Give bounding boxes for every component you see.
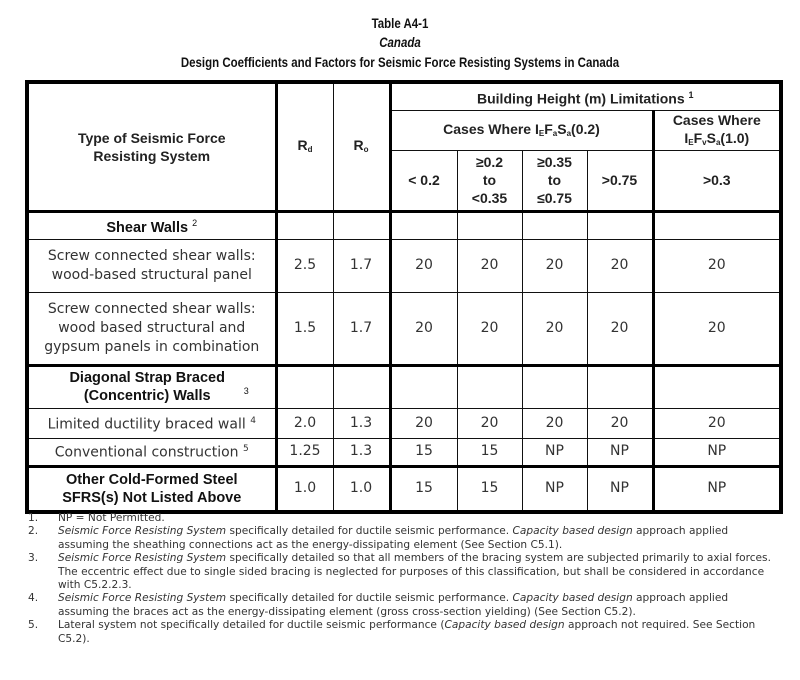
footnote-text: Seismic Force Resisting System specifically detailed for ductile seismic performance. Capacity based design approach applied assuming the braces act as the energy-dissipating element (gross cross-section yielding) (See Section C5.2). bbox=[58, 592, 729, 618]
height-cell bbox=[390, 365, 457, 408]
header-cases-fa: Cases Where $I_EF_aS_a(0.2)$ bbox=[390, 110, 653, 150]
height-cell bbox=[522, 365, 587, 408]
height-cell bbox=[390, 211, 457, 239]
height-cell: 20 bbox=[653, 239, 781, 292]
rd-cell bbox=[276, 211, 333, 239]
rd-cell: 2.0 bbox=[276, 408, 333, 438]
table-group-row bbox=[27, 211, 781, 239]
table-row bbox=[27, 438, 781, 466]
system-type-cell: Conventional construction $^5$ bbox=[27, 438, 276, 466]
height-cell: NP bbox=[653, 466, 781, 512]
height-cell: NP bbox=[653, 438, 781, 466]
height-cell: NP bbox=[522, 438, 587, 466]
header-type: Type of Seismic Force Resisting System bbox=[27, 82, 276, 211]
ro-cell bbox=[333, 211, 390, 239]
height-cell: 20 bbox=[587, 408, 653, 438]
table-row bbox=[27, 292, 781, 365]
footnote-ref: 2 bbox=[192, 218, 198, 229]
footnote-text: NP = Not Permitted. bbox=[58, 512, 165, 524]
table-row bbox=[27, 239, 781, 292]
system-type-cell: Shear Walls $^2$ bbox=[27, 211, 276, 239]
footnote-number: 5. bbox=[28, 619, 39, 632]
height-cell: NP bbox=[587, 466, 653, 512]
height-cell: 20 bbox=[522, 292, 587, 365]
height-cell bbox=[653, 365, 781, 408]
height-cell: 20 bbox=[457, 239, 522, 292]
rd-cell: 1.25 bbox=[276, 438, 333, 466]
ro-cell bbox=[333, 365, 390, 408]
ro-cell: 1.7 bbox=[333, 292, 390, 365]
footnote-text: Lateral system not specifically detailed for ductile seismic performance (Capacity based design approach not required. See Section C5.2). bbox=[58, 619, 756, 645]
height-cell: 15 bbox=[457, 438, 522, 466]
ro-cell: 1.3 bbox=[333, 438, 390, 466]
height-cell: 15 bbox=[390, 466, 457, 512]
table-group-row bbox=[27, 365, 781, 408]
footnote bbox=[28, 512, 776, 525]
height-cell: NP bbox=[522, 466, 587, 512]
header-rd: $R_d$ bbox=[276, 82, 333, 211]
footnote-text: Seismic Force Resisting System specifically detailed for ductile seismic performance. Capacity based design approach applied assuming the sheathing connections act as the energy-dissipating element (See Section C5.1). bbox=[58, 525, 729, 551]
system-type-cell: Screw connected shear walls: wood-based structural panel bbox=[27, 239, 276, 292]
height-cell: 20 bbox=[587, 292, 653, 365]
table-title: Design Coefficients and Factors for Seismic Force Resisting Systems in Canada bbox=[180, 54, 620, 70]
header-range-2: ≥0.2 to <0.35 bbox=[457, 150, 522, 211]
height-cell: 20 bbox=[390, 239, 457, 292]
header-range-1: < 0.2 bbox=[390, 150, 457, 211]
height-cell bbox=[587, 365, 653, 408]
footnote-ref: 5 bbox=[243, 444, 249, 455]
seismic-coefficients-table bbox=[25, 80, 783, 514]
header-ro: $R_o$ bbox=[333, 82, 390, 211]
table-row bbox=[27, 408, 781, 438]
height-cell: 15 bbox=[390, 438, 457, 466]
height-cell: 20 bbox=[457, 408, 522, 438]
rd-cell: 2.5 bbox=[276, 239, 333, 292]
footnote-ref: 4 bbox=[250, 415, 256, 426]
footnote bbox=[28, 619, 776, 646]
footnote bbox=[28, 552, 776, 592]
height-cell: 20 bbox=[522, 408, 587, 438]
table-caption bbox=[0, 14, 800, 72]
table-region: Canada bbox=[379, 34, 421, 50]
system-type-cell: Screw connected shear walls: wood based structural and gypsum panels in combination bbox=[27, 292, 276, 365]
ro-cell: 1.7 bbox=[333, 239, 390, 292]
footnote-text: Seismic Force Resisting System specifically detailed so that all members of the bracing system are subjected primarily to axial forces. The eccentric effect due to single sided bracing is neglected for purposes of this classification, but shall be considered in accordance with C5.2.2.3. bbox=[58, 552, 771, 592]
ro-cell: 1.3 bbox=[333, 408, 390, 438]
height-cell: 20 bbox=[390, 408, 457, 438]
height-cell: 20 bbox=[457, 292, 522, 365]
footnotes bbox=[28, 512, 776, 646]
height-cell bbox=[587, 211, 653, 239]
rd-cell: 1.0 bbox=[276, 466, 333, 512]
system-type-cell: Limited ductility braced wall $^4$ bbox=[27, 408, 276, 438]
height-cell bbox=[653, 211, 781, 239]
system-type-cell: Diagonal Strap Braced (Concentric) Walls $^3$ bbox=[27, 365, 276, 408]
height-cell: 20 bbox=[390, 292, 457, 365]
height-cell: NP bbox=[587, 438, 653, 466]
height-cell bbox=[457, 211, 522, 239]
height-cell: 15 bbox=[457, 466, 522, 512]
footnote-ref: 3 bbox=[243, 386, 249, 397]
height-cell: 20 bbox=[522, 239, 587, 292]
footnote bbox=[28, 525, 776, 552]
height-cell: 20 bbox=[653, 292, 781, 365]
footnote-number: 2. bbox=[28, 525, 39, 538]
table-number: Table A4-1 bbox=[371, 15, 429, 31]
table-row bbox=[27, 466, 781, 512]
header-range-5: >0.3 bbox=[653, 150, 781, 211]
header-building-height: Building Height (m) Limitations $^1$ bbox=[390, 82, 781, 110]
height-cell bbox=[457, 365, 522, 408]
height-cell: 20 bbox=[653, 408, 781, 438]
header-range-4: >0.75 bbox=[587, 150, 653, 211]
header-range-3: ≥0.35 to ≤0.75 bbox=[522, 150, 587, 211]
footnote-number: 1. bbox=[28, 512, 39, 524]
ro-cell: 1.0 bbox=[333, 466, 390, 512]
header-cases-fv: Cases Where $I_EF_vS_a(1.0)$ bbox=[653, 110, 781, 150]
rd-cell bbox=[276, 365, 333, 408]
height-cell: 20 bbox=[587, 239, 653, 292]
height-cell bbox=[522, 211, 587, 239]
footnote bbox=[28, 592, 776, 619]
rd-cell: 1.5 bbox=[276, 292, 333, 365]
system-type-cell: Other Cold-Formed Steel SFRS(s) Not Listed Above bbox=[27, 466, 276, 512]
footnote-number: 4. bbox=[28, 592, 39, 605]
footnote-number: 3. bbox=[28, 552, 39, 565]
